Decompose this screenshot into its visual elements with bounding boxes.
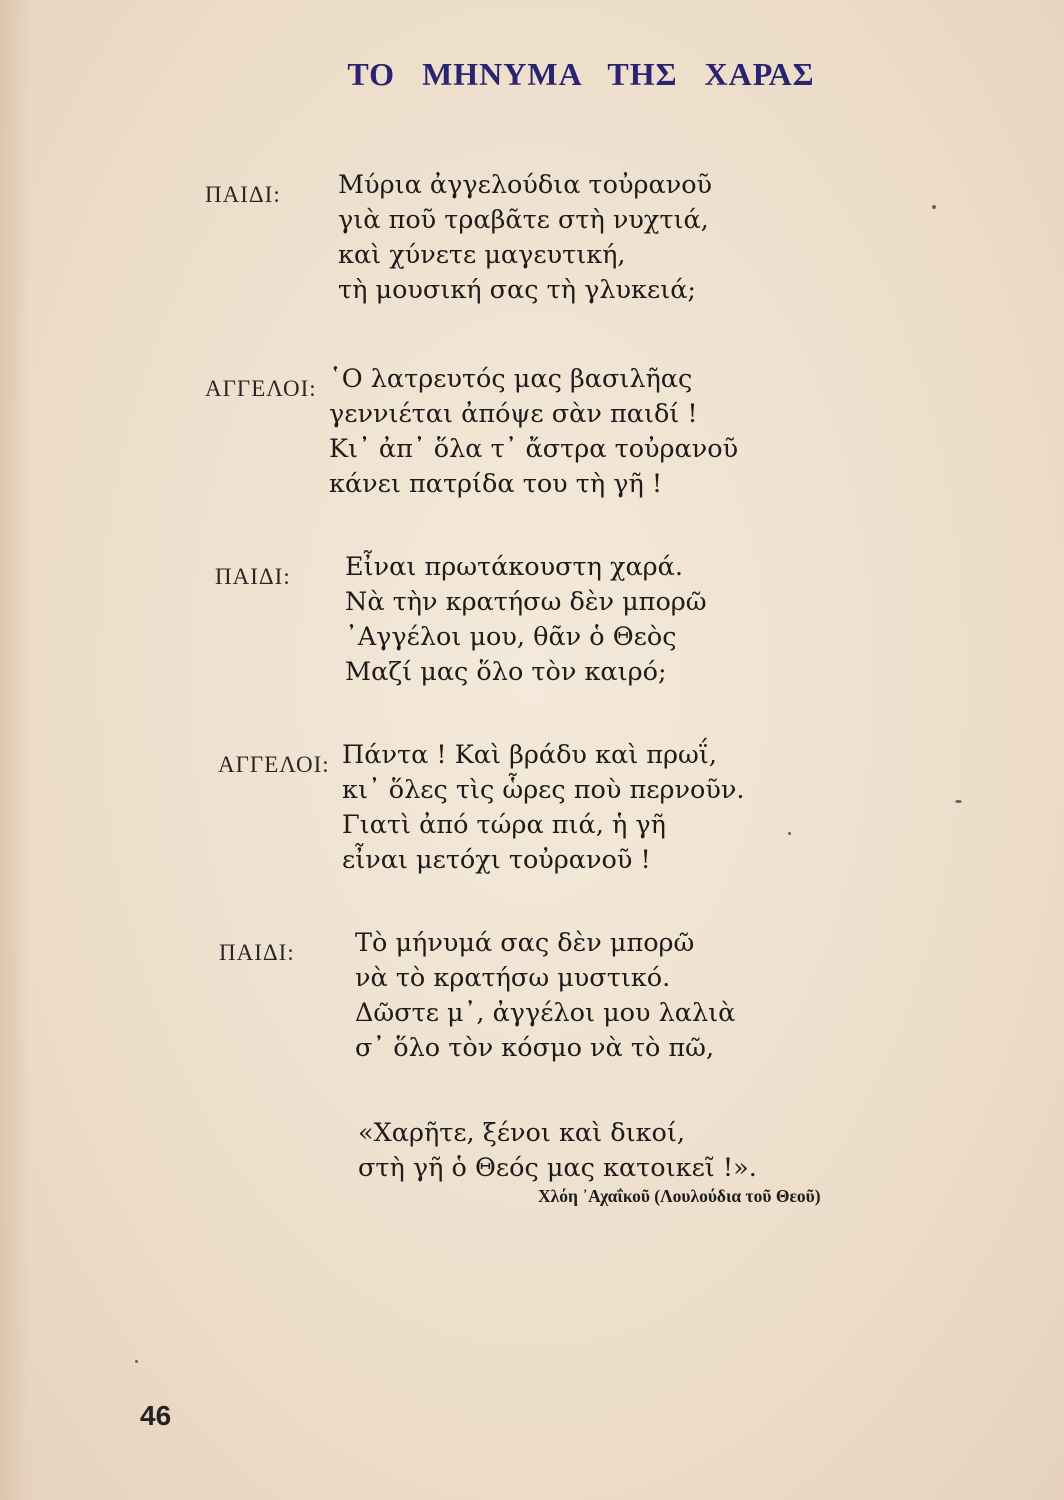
verse-lines [329, 362, 738, 502]
verse-line: σ᾽ ὅλο τὸν κόσμο νὰ τὸ πῶ, [355, 1033, 715, 1063]
verse-line: Μαζί μας ὅλο τὸν καιρό; [345, 657, 667, 687]
verse-line: γεννιέται ἀπόψε σὰν παιδί ! [329, 399, 698, 429]
verse-line: Μύρια ἀγγελούδια τοὐρανοῦ [338, 170, 713, 200]
verse-line: Τὸ μήνυμά σας δὲν μπορῶ [355, 928, 695, 958]
verse-line: Γιατὶ ἀπό τώρα πιά, ἡ γῆ [342, 810, 666, 840]
speaker-label: ΠΑΙΔΙ: [219, 940, 295, 965]
closing-couplet [358, 1116, 757, 1186]
verse-line: νὰ τὸ κρατήσω μυστικό. [355, 963, 671, 993]
scan-speck [788, 832, 791, 835]
verse-line: Δῶστε μ᾽, ἀγγέλοι μου λαλιὰ [355, 998, 736, 1028]
speaker-label: ΑΓΓΕΛΟΙ: [218, 752, 330, 777]
verse-line: Νὰ τὴν κρατήσω δὲν μπορῶ [345, 587, 707, 617]
verse-lines [345, 550, 707, 690]
verse-lines [342, 738, 744, 878]
page-number: 46 [140, 1400, 172, 1431]
scan-speck [955, 800, 962, 803]
verse-line: εἶναι μετόχι τοὐρανοῦ ! [342, 845, 651, 875]
page-binding-shadow [0, 0, 30, 1500]
page-title: ΤΟ ΜΗΝΥΜΑ ΤΗΣ ΧΑΡΑΣ [347, 56, 815, 92]
speaker-label: ΑΓΓΕΛΟΙ: [205, 376, 317, 401]
verse-line: Κι᾽ ἀπ᾽ ὅλα τ᾽ ἄστρα τοὐρανοῦ [329, 434, 739, 464]
verse-line: «Χαρῆτε, ξένοι καὶ δικοί, [358, 1118, 685, 1148]
verse-line: τὴ μουσική σας τὴ γλυκειά; [338, 275, 697, 305]
verse-line: καὶ χύνετε μαγευτική, [338, 240, 626, 270]
verse-lines [338, 168, 712, 308]
verse-line: Πάντα ! Καὶ βράδυ καὶ πρωΐ, [342, 740, 717, 770]
scan-speck [932, 205, 936, 209]
verse-line: στὴ γῆ ὁ Θεός μας κατοικεῖ !». [358, 1153, 757, 1183]
author-attribution: Χλόη ᾽Αχαΐκοῦ (Λουλούδια τοῦ Θεοῦ) [538, 1186, 821, 1206]
verse-line: ῾Ο λατρευτός μας βασιλῆας [329, 364, 693, 394]
speaker-label: ΠΑΙΔΙ: [215, 564, 291, 589]
verse-lines [355, 926, 735, 1066]
verse-line: κι᾽ ὅλες τὶς ὧρες ποὺ περνοῦν. [342, 775, 745, 805]
scan-speck [135, 1360, 138, 1363]
verse-line: γιὰ ποῦ τραβᾶτε στὴ νυχτιά, [338, 205, 709, 235]
verse-line: κάνει πατρίδα του τὴ γῆ ! [329, 469, 663, 499]
verse-line: ᾽Αγγέλοι μου, θᾶν ὁ Θεὸς [345, 622, 677, 652]
speaker-label: ΠΑΙΔΙ: [205, 182, 281, 207]
verse-line: Εἶναι πρωτάκουστη χαρά. [345, 552, 683, 582]
